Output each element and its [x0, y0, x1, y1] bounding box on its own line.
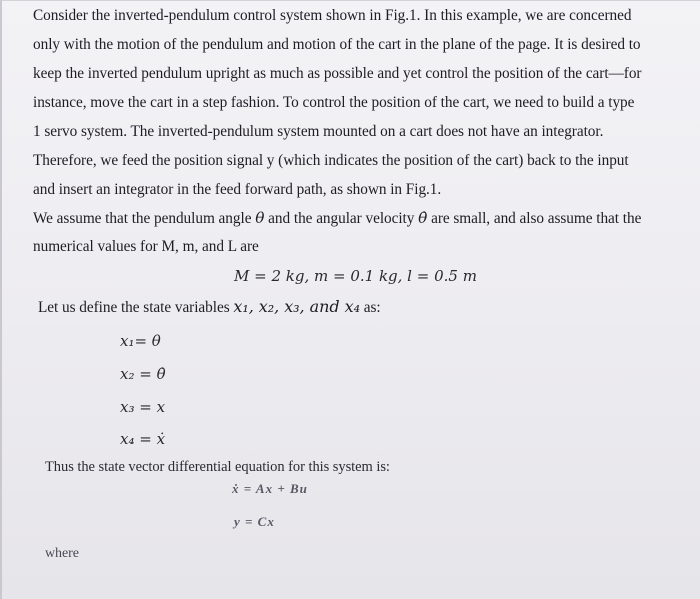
state-definition-x3: x₃ = x — [120, 398, 166, 416]
theta-symbol: θ — [255, 209, 265, 227]
parameter-values-equation: M = 2 kg, m = 0.1 kg, l = 0.5 m — [234, 267, 477, 285]
assumption-text-c: are small, and also assume that the — [427, 210, 642, 227]
paragraph-line: 1 servo system. The inverted-pendulum system mounted on a cart does not have an integrator. — [33, 123, 604, 140]
theta-dot-symbol: θ̇ — [418, 209, 428, 227]
state-variable-list: x₁, x₂, x₃, and x₄ — [233, 297, 360, 316]
assumption-line-2: numerical values for M, m, and L are — [33, 238, 259, 255]
assumption-text-a: We assume that the pendulum angle — [33, 210, 256, 227]
paragraph-line: Therefore, we feed the position signal y (which indicates the position of the cart) back to the input — [33, 152, 629, 169]
state-variables-intro — [38, 297, 381, 318]
state-definition-x2: x₂ = θ̇ — [120, 365, 166, 383]
paragraph-line: keep the inverted pendulum upright as much as possible and yet control the position of the cart—for — [33, 65, 642, 82]
state-equation-intro: Thus the state vector differential equation for this system is: — [45, 459, 390, 475]
paragraph-line: instance, move the cart in a step fashion. To control the position of the cart, we need to build a type — [33, 94, 635, 111]
output-equation: y = Cx — [234, 514, 275, 529]
where-label: where — [45, 546, 79, 561]
paragraph-line: Consider the inverted-pendulum control system shown in Fig.1. In this example, we are concerned — [33, 7, 632, 24]
paragraph-line: and insert an integrator in the feed forward path, as shown in Fig.1. — [33, 181, 442, 198]
paragraph-line: only with the motion of the pendulum and motion of the cart in the plane of the page. It is desired to — [33, 36, 641, 53]
state-definition-x1: x₁= θ — [120, 332, 161, 350]
assumption-text-b: and the angular velocity — [264, 210, 419, 227]
state-definition-x4: x₄ = ẋ — [120, 430, 166, 448]
assumption-line — [33, 208, 641, 229]
state-intro-text: Let us define the state variables — [38, 299, 234, 316]
state-equation: ẋ = Ax + Bu — [232, 481, 308, 496]
state-intro-suffix: as: — [359, 299, 381, 316]
